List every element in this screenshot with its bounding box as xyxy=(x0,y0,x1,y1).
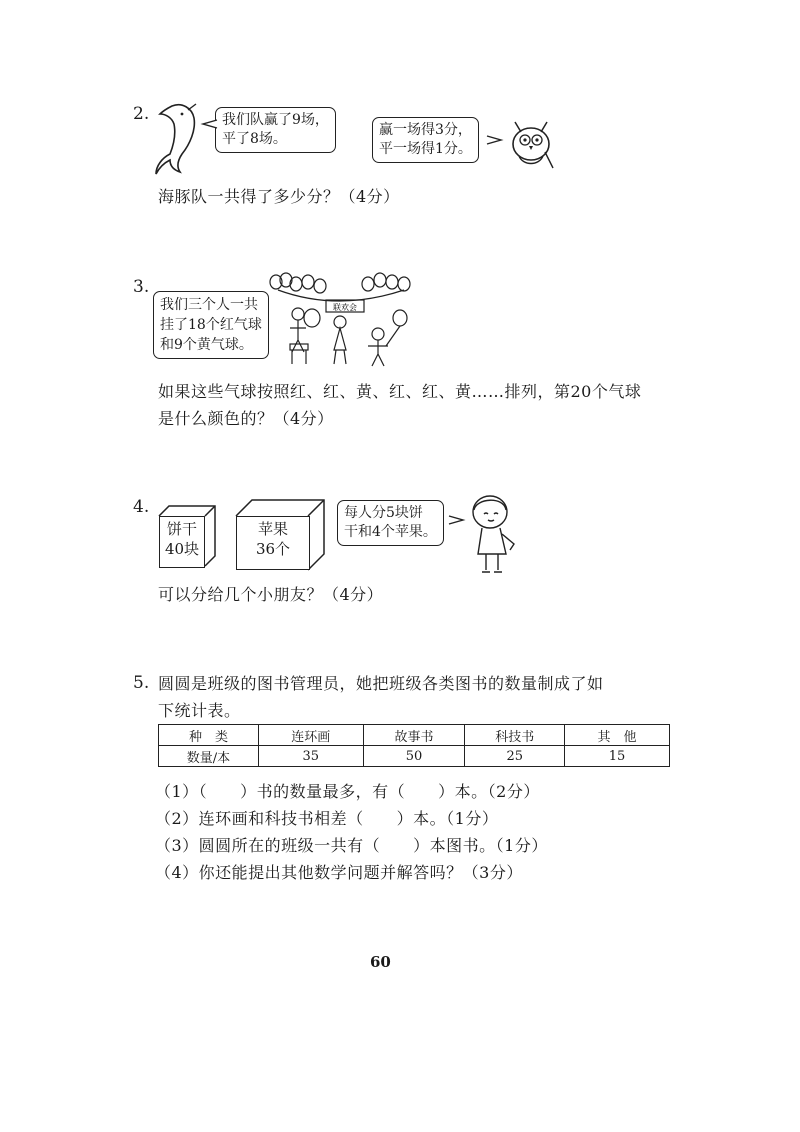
bubble-tail-icon xyxy=(449,514,463,526)
q3-number: 3. xyxy=(133,277,150,297)
bubble-line: 挂了18个红气球 xyxy=(160,317,262,333)
q3-speech-bubble xyxy=(153,291,269,359)
bubble-line: 我们队赢了9场， xyxy=(222,112,329,128)
table-cell: 15 xyxy=(565,746,670,767)
q5-number: 5. xyxy=(133,673,150,693)
q2-speech-bubble-owl xyxy=(372,117,479,163)
box-label: 苹果 xyxy=(257,520,288,538)
bubble-line: 平了8场。 xyxy=(222,131,287,147)
bubble-tail-icon xyxy=(487,134,501,146)
girl-illustration xyxy=(462,492,524,578)
table-cell: 50 xyxy=(363,746,465,767)
q4-speech-bubble xyxy=(337,500,444,546)
table-header-cell: 连环画 xyxy=(258,725,363,746)
table-cell: 25 xyxy=(465,746,565,767)
q3-question-line2: 是什么颜色的？（4分） xyxy=(158,409,334,428)
biscuit-box xyxy=(159,516,205,568)
dolphin-illustration xyxy=(152,100,202,178)
table-header-cell: 种 类 xyxy=(159,725,259,746)
q5-sub-question-3: （3）圆圆所在的班级一共有（ ）本图书。（1分） xyxy=(155,836,548,855)
q2-speech-bubble-dolphin xyxy=(215,107,336,153)
table-header-cell: 其 他 xyxy=(565,725,670,746)
bubble-line: 赢一场得3分， xyxy=(379,122,472,138)
bubble-line: 和9个黄气球。 xyxy=(160,337,253,353)
bubble-line: 干和4个苹果。 xyxy=(344,524,437,540)
page-number: 60 xyxy=(370,953,391,971)
q2-number: 2. xyxy=(133,104,150,124)
bubble-tail-icon xyxy=(203,118,217,130)
banner-label: 联欢会 xyxy=(333,303,357,312)
table-row xyxy=(159,746,670,767)
bubble-line: 平一场得1分。 xyxy=(379,141,472,157)
box-count: 40块 xyxy=(164,540,200,558)
table-header-cell: 科技书 xyxy=(465,725,565,746)
bubble-line: 每人分5块饼 xyxy=(344,505,423,521)
q3-question-line1: 如果这些气球按照红、红、黄、红、红、黄……排列，第20个气球 xyxy=(158,382,642,401)
q5-intro-line1: 圆圆是班级的图书管理员，她把班级各类图书的数量制成了如 xyxy=(158,674,604,693)
q5-sub-question-4: （4）你还能提出其他数学问题并解答吗？（3分） xyxy=(155,863,523,882)
q2-question: 海豚队一共得了多少分？（4分） xyxy=(158,187,400,206)
q5-sub-question-2: （2）连环画和科技书相差（ ）本。（1分） xyxy=(155,809,499,828)
table-cell: 35 xyxy=(258,746,363,767)
box-count: 36个 xyxy=(255,540,291,558)
table-header-row xyxy=(159,725,670,746)
owl-illustration xyxy=(505,112,557,178)
apple-box xyxy=(236,516,310,570)
q4-question: 可以分给几个小朋友？（4分） xyxy=(158,585,384,604)
bubble-line: 我们三个人一共 xyxy=(160,297,258,313)
q5-intro-line2: 下统计表。 xyxy=(158,701,241,720)
q4-number: 4. xyxy=(133,497,150,517)
q5-sub-question-1: （1）（ ）书的数量最多，有（ ）本。（2分） xyxy=(155,782,540,801)
table-header-cell: 故事书 xyxy=(363,725,465,746)
balloon-party-illustration xyxy=(268,272,418,372)
book-statistics-table xyxy=(158,724,670,767)
box-label: 饼干 xyxy=(166,520,197,538)
table-cell: 数量/本 xyxy=(159,746,259,767)
